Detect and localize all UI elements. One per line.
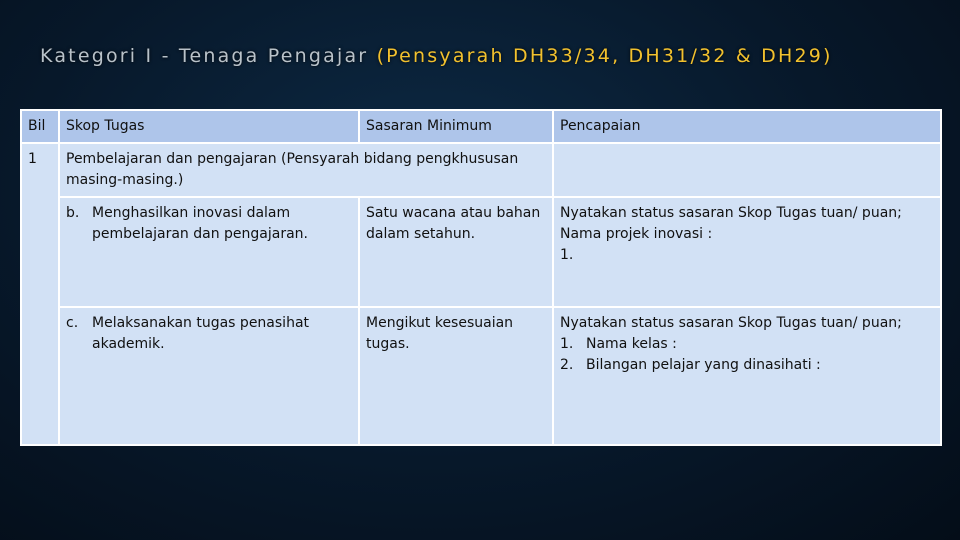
slide-title-main: Kategori I - Tenaga Pengajar xyxy=(40,45,369,67)
item-text: Melaksanakan tugas penasihat akademik. xyxy=(92,315,310,352)
cell-pencapaian-c xyxy=(553,307,941,445)
slide-title-accent: (Pensyarah DH33/34, DH31/32 & DH29) xyxy=(376,45,833,67)
pencapaian-intro: Nyatakan status sasaran Skop Tugas tuan/ puan; Nama projek inovasi : xyxy=(560,205,902,242)
cell-pencapaian-b xyxy=(553,197,941,307)
item-letter: b. xyxy=(66,205,80,221)
table-header-row xyxy=(21,110,941,143)
table-row xyxy=(21,143,941,197)
list-number: 1. xyxy=(560,336,574,352)
skop-tugas-table xyxy=(20,109,942,446)
header-pencapaian: Pencapaian xyxy=(553,110,941,143)
pencapaian-intro: Nyatakan status sasaran Skop Tugas tuan/ puan; xyxy=(560,315,902,331)
cell-skop-main: Pembelajaran dan pengajaran (Pensyarah bidang pengkhususan masing-masing.) xyxy=(59,143,553,197)
pencapaian-list-item xyxy=(560,334,934,355)
item-letter: c. xyxy=(66,315,79,331)
header-bil: Bil xyxy=(21,110,59,143)
cell-bil: 1 xyxy=(21,143,59,445)
header-sasaran-minimum: Sasaran Minimum xyxy=(359,110,553,143)
header-skop-tugas: Skop Tugas xyxy=(59,110,359,143)
list-number: 2. xyxy=(560,357,574,373)
cell-sasaran-c: Mengikut kesesuaian tugas. xyxy=(359,307,553,445)
pencapaian-item: 1. xyxy=(560,247,574,263)
cell-pencapaian-empty xyxy=(553,143,941,197)
table-row xyxy=(21,197,941,307)
list-text: Bilangan pelajar yang dinasihati : xyxy=(586,357,821,373)
table-row xyxy=(21,307,941,445)
cell-sasaran-b: Satu wacana atau bahan dalam setahun. xyxy=(359,197,553,307)
list-text: Nama kelas : xyxy=(586,336,677,352)
slide-title xyxy=(40,46,920,66)
pencapaian-list-item xyxy=(560,355,934,376)
item-text: Menghasilkan inovasi dalam pembelajaran dan pengajaran. xyxy=(92,205,308,242)
cell-skop-b xyxy=(59,197,359,307)
cell-skop-c xyxy=(59,307,359,445)
